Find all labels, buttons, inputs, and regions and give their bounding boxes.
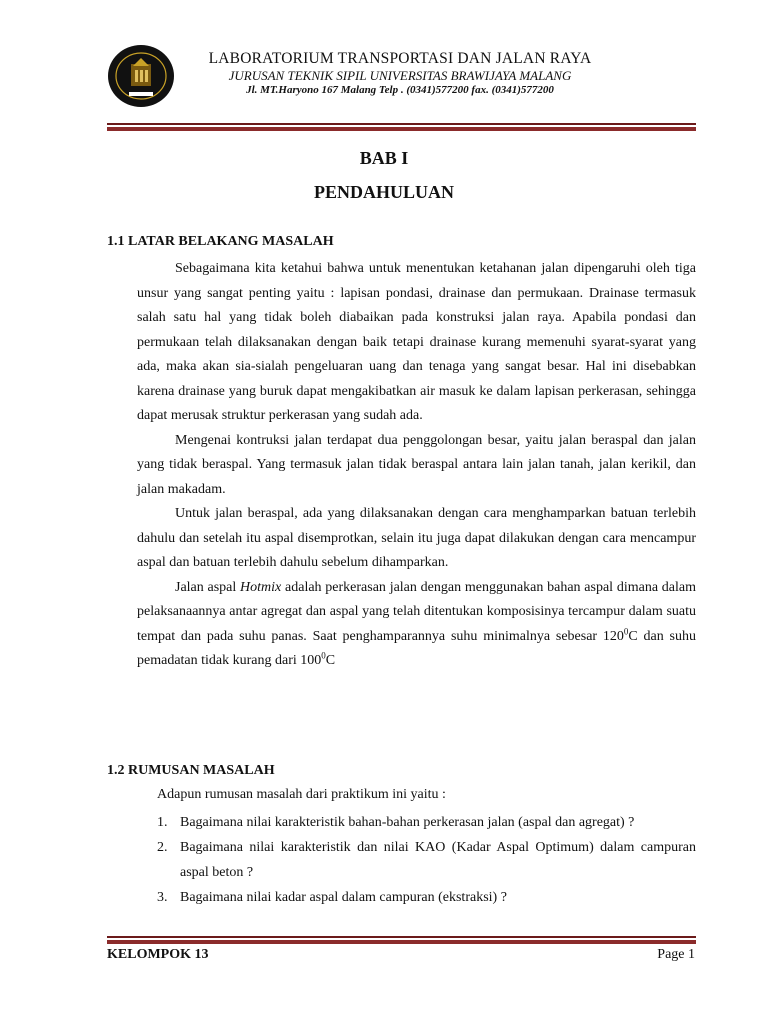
address-line: Jl. MT.Haryono 167 Malang Telp . (0341)577200 fax. (0341)577200 [246, 84, 554, 96]
paragraph-1: Sebagaimana kita ketahui bahwa untuk menentukan ketahanan jalan dipengaruhi oleh tiga unsur yang sangat penting yaitu : lapisan pondasi, drainase dan permukaan. Drainase termasuk salah satu hal yang tidak boleh diabaikan pada konstruksi jalan raya. Apabila pondasi dan permukaan telah dilaksanakan dengan baik tetapi drainase kurang memenuhi syarat-syarat yang ada, maka akan sia-sialah pengeluaran uang dan tenaga yang sangat besar. Hal ini disebabkan karena drainase yang buruk dapat mengakibatkan air masuk ke dalam lapisan perkerasan, sehingga dapat merusak struktur perkerasan yang sudah ada. [137, 261, 696, 423]
problem-list [137, 810, 696, 910]
group-label: KELOMPOK 13 [107, 947, 209, 962]
list-item: 3. Bagaimana nilai kadar aspal dalam campuran (ekstraksi) ? [157, 890, 507, 905]
paragraph-4: Jalan aspal Hotmix adalah perkerasan jalan dengan menggunakan bahan aspal dimana dalam pelaksanaannya antar agregat dan aspal yang telah ditentukan komposisinya tercampur dalam suatu tempat dan pada suhu panas. Saat penghamparannya suhu minimalnya sebesar $120^0C$ dan suhu pemadatan tidak kurang dari $100^0C$ [137, 579, 697, 668]
paragraph-2: Mengenai kontruksi jalan terdapat dua penggolongan besar, yaitu jalan beraspal dan jalan yang tidak beraspal. Yang termasuk jalan tidak beraspal antara lain jalan tanah, jalan kerikil, dan jalan makadam. [137, 432, 696, 497]
chapter-number: BAB I [359, 148, 409, 168]
page-number: Page 1 [657, 947, 695, 962]
footer-divider [107, 936, 696, 944]
header-divider [107, 123, 696, 131]
section-heading-2: 1.2 RUMUSAN MASALAH [107, 763, 275, 778]
hotmix-term: Hotmix [240, 579, 282, 595]
list-item: 1. Bagaimana nilai karakteristik bahan-bahan perkerasan jalan (aspal dan agregat) ? [157, 815, 635, 830]
chapter-title: PENDAHULUAN [313, 182, 454, 202]
section-1-body [137, 257, 696, 674]
list-item: 2. Bagaimana nilai karakteristik dan nilai KAO (Kadar Aspal Optimum) dalam campuran aspal beton ? [157, 840, 696, 880]
university-logo [107, 44, 175, 108]
department-name: JURUSAN TEKNIK SIPIL UNIVERSITAS BRAWIJAYA MALANG [228, 68, 572, 83]
section-heading-1: 1.1 LATAR BELAKANG MASALAH [107, 234, 334, 249]
paragraph-3: Untuk jalan beraspal, ada yang dilaksanakan dengan cara menghamparkan batuan terlebih dahulu dan setelah itu aspal disemprotkan, selain itu juga dapat dilakukan dengan cara mencampur aspal dan batuan terlebih dahulu sebelum dihamparkan. [137, 506, 696, 570]
lab-name: LABORATORIUM TRANSPORTASI DAN JALAN RAYA [208, 50, 592, 67]
letterhead [180, 50, 620, 97]
section-2-intro: Adapun rumusan masalah dari praktikum ini yaitu : [157, 787, 446, 802]
